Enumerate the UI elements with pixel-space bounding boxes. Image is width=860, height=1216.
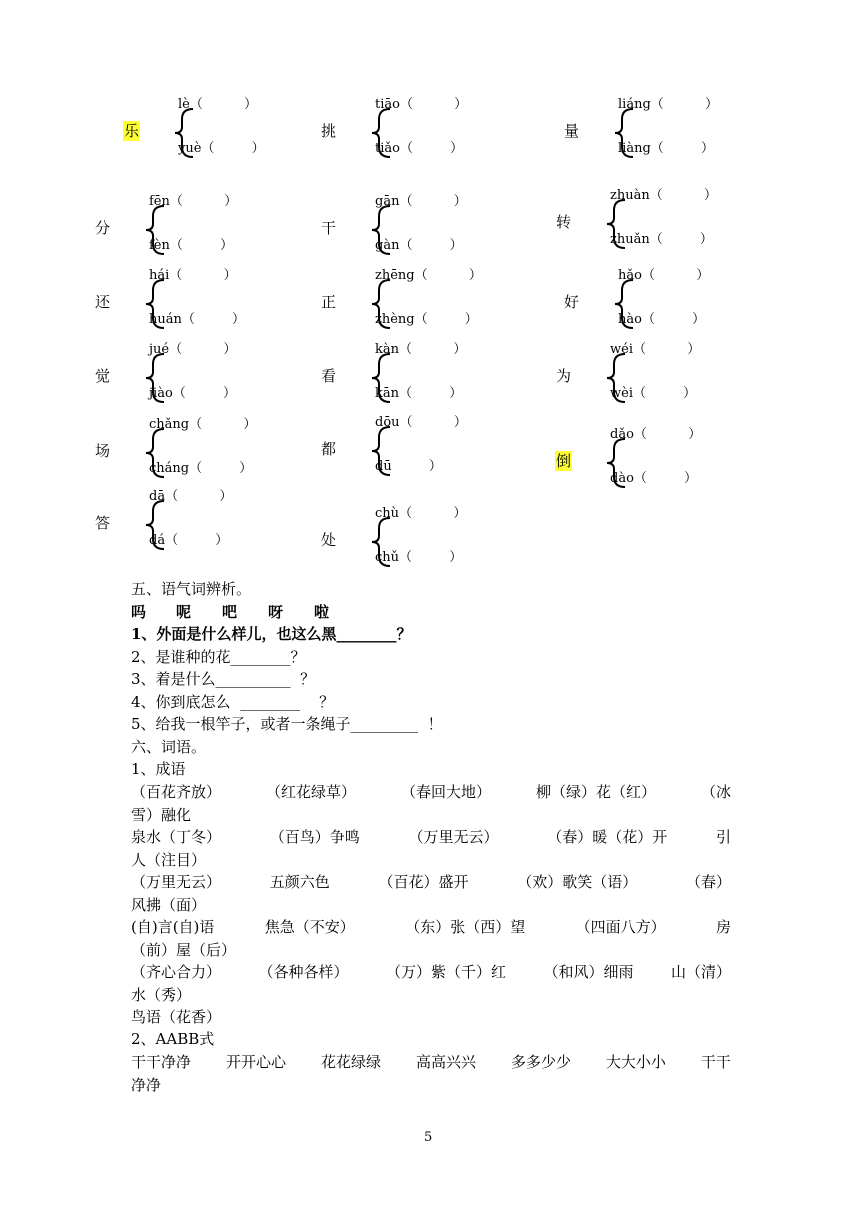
pinyin-reading-bottom: hào（ ）	[618, 312, 706, 327]
pinyin-reading-top: dā（ ）	[149, 489, 233, 504]
polyphone-item	[555, 342, 715, 412]
particle-1: 吗	[131, 603, 147, 621]
pinyin-reading-top: hái（ ）	[149, 268, 237, 283]
idiom-item: （万里无云）	[408, 828, 499, 846]
idiom-line	[131, 894, 731, 917]
pinyin-reading-bottom: dá（ ）	[149, 533, 229, 548]
pinyin-reading-top: gān（ ）	[375, 194, 467, 209]
polyphone-char: 觉	[95, 367, 111, 385]
pinyin-reading-top: tiāo（ ）	[375, 97, 468, 112]
pinyin-reading-top: liáng（ ）	[618, 97, 719, 112]
particle-4: 呀	[268, 603, 284, 621]
pinyin-reading-bottom: dào（ ）	[610, 471, 698, 486]
idiom-item: 雪）融化	[131, 805, 192, 824]
idiom-item: （和风）细雨	[543, 963, 634, 981]
polyphone-item	[320, 415, 480, 485]
pinyin-reading-top: fēn（ ）	[149, 194, 238, 209]
polyphone-char: 还	[95, 293, 111, 311]
particle-3: 吧	[222, 603, 238, 621]
question-3: 3、着是什么__________ ？	[131, 670, 316, 688]
question-2: 2、是谁种的花________？	[131, 648, 306, 666]
aabb-word-line	[131, 1074, 731, 1097]
idiom-item: （齐心合力）	[131, 963, 222, 981]
section5-heading: 五、语气词辨析。	[131, 580, 252, 598]
pinyin-reading-bottom: gàn（ ）	[375, 238, 463, 253]
idiom-item: （春回大地）	[400, 783, 491, 801]
pinyin-reading-bottom: yuè（ ）	[178, 141, 265, 156]
idiom-item: 泉水（丁冬）	[131, 828, 222, 846]
polyphone-item	[320, 194, 480, 264]
polyphone-item	[320, 506, 480, 576]
pinyin-reading-top: chù（ ）	[375, 506, 467, 521]
polyphone-char: 正	[321, 293, 337, 311]
idiom-item: 房	[715, 918, 731, 936]
polyphone-item	[320, 342, 480, 412]
pinyin-reading-top: lè（ ）	[178, 97, 258, 112]
idiom-item: （四面八方）	[575, 918, 666, 936]
aabb-word-item: 多多少少	[510, 1053, 571, 1071]
idiom-item: 五颜六色	[269, 873, 330, 891]
question-5: 5、给我一根竿子，或者一条绳子_________ ！	[131, 715, 443, 733]
pinyin-reading-bottom: chǔ（ ）	[375, 550, 463, 565]
polyphone-item	[555, 188, 718, 258]
idiom-line	[131, 871, 731, 894]
pinyin-reading-bottom: liàng（ ）	[618, 141, 714, 156]
idiom-item: （冰	[700, 783, 731, 801]
polyphone-item	[563, 97, 723, 167]
idiom-line	[131, 939, 731, 962]
aabb-list	[131, 1051, 731, 1096]
idiom-item: （各种各样）	[258, 963, 349, 981]
idiom-subheading: 1、成语	[131, 760, 186, 778]
idiom-item: 引	[715, 828, 731, 846]
polyphone-char: 场	[95, 442, 111, 460]
idiom-item: 水（秀）	[131, 985, 192, 1004]
idiom-item: 山（清）	[670, 963, 731, 981]
polyphone-item	[123, 97, 283, 167]
polyphone-char: 干	[321, 219, 337, 237]
pinyin-reading-bottom: cháng（ ）	[149, 461, 253, 476]
pinyin-reading-top: chǎng（ ）	[149, 417, 257, 432]
question-4: 4、你到底怎么 ________ ？	[131, 693, 335, 711]
polyphone-char: 分	[95, 219, 111, 237]
aabb-word-item: 干干	[700, 1053, 731, 1071]
pinyin-reading-bottom: kān（ ）	[375, 386, 463, 401]
pinyin-reading-bottom: tiǎo（ ）	[375, 141, 464, 156]
polyphone-item	[94, 268, 254, 338]
aabb-word-item: 开开心心	[225, 1053, 286, 1071]
pinyin-reading-bottom: huán（ ）	[149, 312, 246, 327]
pinyin-reading-top: dōu（ ）	[375, 415, 467, 430]
idiom-item: （东）张（西）望	[405, 918, 526, 936]
idiom-item: （百花）盛开	[378, 873, 469, 891]
polyphone-char: 挑	[321, 122, 337, 140]
pinyin-reading-top: wéi（ ）	[610, 342, 701, 357]
polyphone-char: 处	[321, 531, 337, 549]
aabb-word-line	[131, 1051, 731, 1074]
particle-5: 啦	[314, 603, 330, 621]
polyphone-char: 倒	[556, 452, 572, 470]
idiom-item: （前）屋（后）	[131, 940, 237, 959]
pinyin-reading-top: zhēng（ ）	[375, 268, 482, 283]
pinyin-reading-bottom: dū ）	[375, 459, 442, 474]
polyphone-item	[320, 268, 480, 338]
polyphone-char: 都	[321, 440, 337, 458]
idiom-item: （万里无云）	[131, 873, 222, 891]
polyphone-item	[563, 268, 723, 338]
pinyin-reading-bottom: fèn（ ）	[149, 238, 234, 253]
aabb-word-item: 大大小小	[605, 1053, 666, 1071]
pinyin-reading-top: hǎo（ ）	[618, 268, 710, 283]
idiom-line	[131, 826, 731, 849]
polyphone-item	[94, 194, 254, 264]
polyphone-char: 答	[95, 514, 111, 532]
polyphone-char: 量	[564, 122, 580, 140]
polyphone-char: 好	[564, 293, 580, 311]
idiom-line	[131, 916, 731, 939]
polyphone-item	[94, 417, 257, 487]
polyphone-item	[94, 489, 254, 559]
particle-2: 呢	[176, 603, 192, 621]
idiom-item: 柳（绿）花（红）	[535, 783, 656, 801]
idiom-item: （欢）歌笑（语）	[517, 873, 638, 891]
pinyin-reading-bottom: zhèng（ ）	[375, 312, 478, 327]
idiom-line	[131, 849, 731, 872]
question-1: 1、外面是什么样儿，也这么黑________？	[131, 625, 412, 643]
aabb-word-item: 高高兴兴	[415, 1053, 476, 1071]
polyphone-item	[320, 97, 480, 167]
pinyin-reading-top: zhuàn（ ）	[610, 188, 718, 203]
pinyin-reading-bottom: wèi（ ）	[610, 386, 697, 401]
pinyin-reading-top: dǎo（ ）	[610, 427, 702, 442]
idiom-item: （百花齐放）	[131, 783, 222, 801]
section6-heading: 六、词语。	[131, 738, 207, 756]
pinyin-reading-bottom: jiào（ ）	[149, 386, 236, 401]
polyphone-item	[555, 427, 715, 497]
polyphone-char: 为	[556, 367, 572, 385]
idiom-item: 鸟语（花香）	[131, 1008, 222, 1026]
idiom-item: （红花绿草）	[265, 783, 356, 801]
idiom-item: 焦急（不安）	[264, 918, 355, 936]
idiom-item: （百鸟）争鸣	[269, 828, 360, 846]
pinyin-reading-top: kàn（ ）	[375, 342, 467, 357]
idiom-line	[131, 984, 731, 1007]
aabb-word-item: 净净	[131, 1075, 162, 1094]
idiom-item: （万）紫（千）红	[385, 963, 506, 981]
polyphone-char: 看	[321, 367, 337, 385]
pinyin-reading-top: jué（ ）	[149, 342, 237, 357]
idiom-list	[131, 781, 731, 1029]
aabb-word-item: 干干净净	[131, 1053, 192, 1071]
polyphone-char: 转	[556, 213, 572, 231]
idiom-line	[131, 1006, 731, 1029]
aabb-word-item: 花花绿绿	[320, 1053, 381, 1071]
idiom-line	[131, 804, 731, 827]
idiom-item: （春）	[685, 873, 731, 891]
idiom-item: (自)言(自)语	[131, 918, 215, 936]
pinyin-reading-bottom: zhuǎn（ ）	[610, 232, 713, 247]
polyphone-item	[94, 342, 254, 412]
idiom-line	[131, 781, 731, 804]
idiom-item: 人（注目）	[131, 850, 207, 869]
idiom-line	[131, 961, 731, 984]
page-number: 5	[424, 1130, 433, 1145]
idiom-item: 风拂（面）	[131, 895, 207, 914]
idiom-item: （春）暖（花）开	[547, 828, 668, 846]
aabb-subheading: 2、AABB式	[131, 1030, 215, 1048]
polyphone-char: 乐	[124, 122, 140, 140]
